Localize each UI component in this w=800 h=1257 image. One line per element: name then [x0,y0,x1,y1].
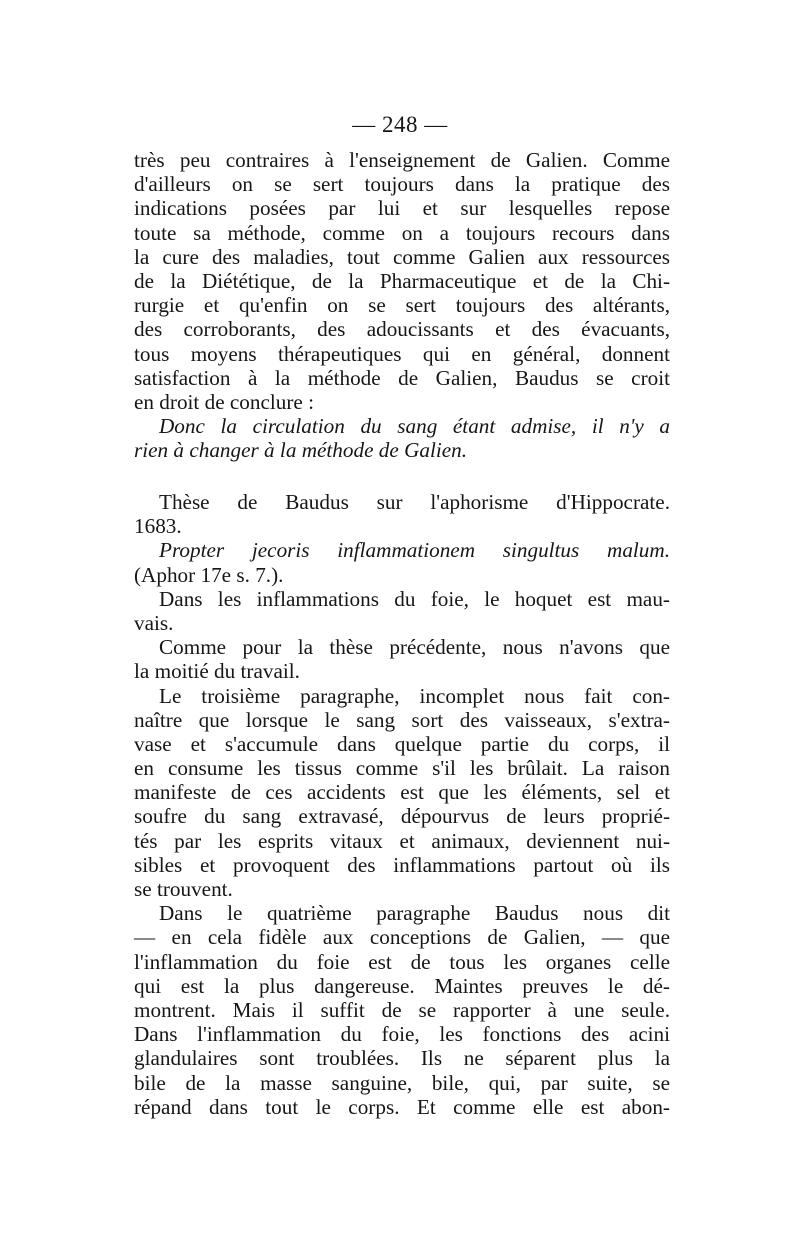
text-line: en droit de conclure : [134,389,315,414]
paragraph [134,587,670,635]
text-line: glandulaires sont troublées. Ils ne séparent plus la [134,1046,670,1071]
text-line: Propter jecoris inflammationem singultus malum. [159,538,670,563]
text-line: de la Diététique, de la Pharmaceutique et de la Chi- [134,268,670,293]
text-line: Dans l'inflammation du foie, les fonctions des acini [134,1022,670,1047]
text-line: la moitié du travail. [134,659,300,684]
text-line: Comme pour la thèse précédente, nous n'avons que [159,635,670,660]
text-line: très peu contraires à l'enseignement de Galien. Comme [134,148,670,172]
text-line: bile de la masse sanguine, bile, qui, par suite, se [134,1070,670,1095]
text-line: rurgie et qu'enfin on se sert toujours des altérants, [134,293,670,318]
paragraph [134,148,670,414]
text-line: Le troisième paragraphe, incomplet nous fait con- [159,683,670,708]
page-number: — 248 — [352,112,448,137]
text-line: satisfaction à la méthode de Galien, Baudus se croit [134,365,670,390]
text-line: répand dans tout le corps. Et comme elle est abon- [134,1094,670,1119]
text-line: l'inflammation du foie est de tous les organes celle [134,949,670,974]
text-line: tés par les esprits vitaux et animaux, deviennent nui- [134,828,670,853]
text-line: Dans les inflammations du foie, le hoquet est mau- [159,586,670,611]
text-block-thesis [134,490,670,1119]
text-line: indications posées par lui et sur lesquelles repose [134,196,670,221]
text-line: vais. [134,610,174,635]
text-line: tous moyens thérapeutiques qui en général, donnent [134,341,670,366]
text-line: soufre du sang extravasé, dépourvus de leurs proprié- [134,804,670,829]
text-line: Thèse de Baudus sur l'aphorisme d'Hippocrate. [159,490,670,514]
text-line: — en cela fidèle aux conceptions de Galien, — que [134,925,670,950]
text-line: en consume les tissus comme s'il les brûlait. La raison [134,756,670,781]
text-line: toute sa méthode, comme on a toujours recours dans [134,220,670,245]
text-line: rien à changer à la méthode de Galien. [134,438,468,463]
latin-aphorism [134,538,670,562]
text-line: (Aphor 17e s. 7.). [134,562,284,587]
text-line: d'ailleurs on se sert toujours dans la pratique des [134,172,670,197]
text-line: vase et s'accumule dans quelque partie du corps, il [134,731,670,756]
text-line: naître que lorsque le sang sort des vaisseaux, s'extra- [134,707,670,732]
text-line: montrent. Mais il suffit de se rapporter à une seule. [134,997,670,1022]
text-block-top [134,148,670,462]
text-line: Donc la circulation du sang étant admise, il n'y a [159,414,670,439]
text-line: Dans le quatrième paragraphe Baudus nous dit [159,901,670,926]
text-line: manifeste de ces accidents est que les éléments, sel et [134,780,670,805]
paragraph [134,684,670,902]
paragraph [134,901,670,1119]
text-line: qui est la plus dangereuse. Maintes preuves le dé- [134,973,670,998]
thesis-title [134,490,670,538]
text-line: se trouvent. [134,877,233,901]
text-line: la cure des maladies, tout comme Galien aux ressources [134,244,670,269]
text-line: sibles et provoquent des inflammations partout où ils [134,852,670,877]
paragraph [134,635,670,683]
text-line: des corroborants, des adoucissants et des évacuants, [134,317,670,342]
italic-conclusion [134,414,670,462]
aphorism-reference [134,563,670,587]
text-line: 1683. [134,514,182,539]
